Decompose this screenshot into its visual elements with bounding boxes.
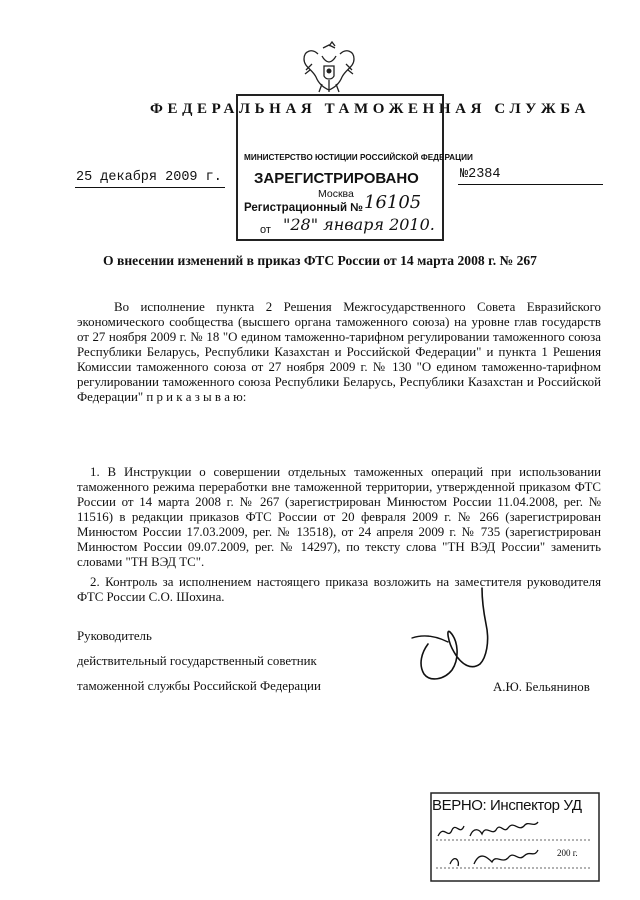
stamp-from-date-handwritten: "28" января 2010. xyxy=(283,215,435,234)
preamble-paragraph: Во исполнение пункта 2 Решения Межгосударственного Совета Евразийского экономического сообщества (высшего органа таможенного союза) на уровне глав государств от 27 ноября 2009 г. № 18 "О едином таможенно-тарифном регулировании таможенного союза Республики Беларусь, Республики Казахстан и Российской Федерации" и пункта 1 Решения Комиссии таможенного союза от 27 ноября 2009 г. № 130 "О едином таможенно-тарифном регулировании таможенного союза Республики Беларусь, Республики Казахстан и Российской Федерации" п р и к а з ы в а ю: xyxy=(77,300,601,404)
document-title: О внесении изменений в приказ ФТС России от 14 марта 2008 г. № 267 xyxy=(103,253,537,268)
date-underline xyxy=(75,187,225,188)
certification-year: 200 г. xyxy=(557,848,578,858)
signatory-name: А.Ю. Бельянинов xyxy=(493,680,590,694)
number-underline xyxy=(458,184,603,185)
stamp-ministry: МИНИСТЕРСТВО ЮСТИЦИИ РОССИЙСКОЙ ФЕДЕРАЦИИ xyxy=(244,153,473,162)
stamp-regno-handwritten: 16105 xyxy=(364,192,422,213)
signatory-title-line-2: действительный государственный советник xyxy=(77,654,317,668)
signatory-title-line-3: таможенной службы Российской Федерации xyxy=(77,679,321,693)
stamp-city: Москва xyxy=(318,188,354,200)
signatory-title-line-1: Руководитель xyxy=(77,629,152,643)
agency-name: ФЕДЕРАЛЬНАЯ ТАМОЖЕННАЯ СЛУЖБА xyxy=(150,101,591,117)
clause-1-paragraph: 1. В Инструкции о совершении отдельных таможенных операций при использовании таможенного режима переработки вне таможенной территории, утвержденной приказом ФТС России от 14 марта 2008 г. № 267 (зарегистрирован Минюстом России 11.04.2008, рег. № 11516) в редакции приказов ФТС России от 20 февраля 2009 г. № 266 (зарегистрирован Минюстом России 17.03.2009, рег. № 13518), от 24 апреля 2009 г. № 735 (зарегистрирован Минюстом России 09.07.2009, рег. № 14297), по тексту слова "ТН ВЭД России" заменить словами "ТН ВЭД ТС". xyxy=(77,465,601,569)
clause-2-paragraph: 2. Контроль за исполнением настоящего приказа возложить на заместителя руководителя ФТС России С.О. Шохина. xyxy=(77,575,601,604)
order-date: 25 декабря 2009 г. xyxy=(76,170,222,185)
handwritten-signature xyxy=(380,580,510,700)
stamp-registered: ЗАРЕГИСТРИРОВАНО xyxy=(254,170,419,187)
order-number: №2384 xyxy=(460,167,501,182)
stamp-regno-label: Регистрационный № xyxy=(244,202,364,214)
certification-label: ВЕРНО: Инспектор УД xyxy=(432,797,582,814)
double-headed-eagle-icon xyxy=(300,40,358,96)
stamp-from-label: от xyxy=(260,224,271,236)
